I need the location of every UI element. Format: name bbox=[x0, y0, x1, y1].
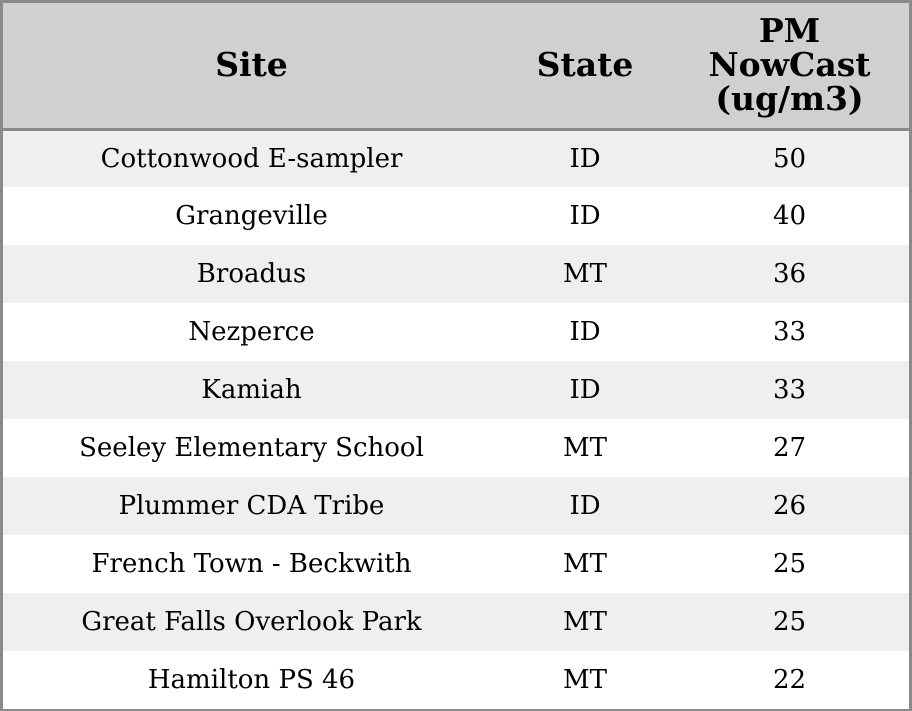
cell-site: Hamilton PS 46 bbox=[147, 665, 356, 695]
header-row bbox=[3, 3, 909, 129]
cell-site: French Town - Beckwith bbox=[91, 549, 412, 579]
cell-pm-nowcast: 36 bbox=[772, 259, 807, 289]
header-pm-nowcast bbox=[670, 3, 909, 129]
cell-pm-nowcast: 22 bbox=[772, 665, 807, 695]
cell-site: Broadus bbox=[196, 259, 307, 289]
header-pm-line: PM bbox=[758, 11, 821, 51]
table-row bbox=[3, 245, 909, 303]
cell-pm-nowcast: 33 bbox=[772, 375, 807, 405]
table-row bbox=[3, 303, 909, 361]
cell-site: Cottonwood E-sampler bbox=[100, 143, 403, 174]
table-row bbox=[3, 535, 909, 593]
cell-site: Great Falls Overlook Park bbox=[81, 607, 422, 637]
cell-state: MT bbox=[563, 259, 607, 289]
cell-pm-nowcast: 27 bbox=[772, 433, 807, 463]
table-body bbox=[3, 129, 909, 709]
cell-state: MT bbox=[563, 433, 607, 463]
table-header bbox=[3, 3, 909, 129]
table-row bbox=[3, 129, 909, 187]
cell-state: MT bbox=[563, 665, 607, 695]
header-state: State bbox=[500, 3, 670, 129]
cell-state: ID bbox=[569, 317, 601, 347]
pm-nowcast-table bbox=[3, 3, 909, 709]
cell-state: MT bbox=[563, 607, 607, 637]
cell-pm-nowcast: 50 bbox=[772, 143, 807, 174]
cell-pm-nowcast: 25 bbox=[772, 607, 807, 637]
cell-state: MT bbox=[563, 549, 607, 579]
cell-site: Nezperce bbox=[188, 317, 315, 347]
cell-site: Seeley Elementary School bbox=[79, 433, 424, 463]
cell-state: ID bbox=[569, 491, 601, 521]
table-row bbox=[3, 361, 909, 419]
cell-site: Kamiah bbox=[201, 375, 302, 405]
cell-site: Plummer CDA Tribe bbox=[118, 491, 385, 521]
table-row bbox=[3, 593, 909, 651]
table-row bbox=[3, 651, 909, 709]
header-site: Site bbox=[3, 3, 500, 129]
table-row bbox=[3, 477, 909, 535]
cell-state: ID bbox=[569, 201, 601, 231]
header-pm-line: NowCast bbox=[708, 45, 871, 85]
cell-pm-nowcast: 40 bbox=[772, 201, 807, 231]
cell-pm-nowcast: 25 bbox=[772, 549, 807, 579]
table-row bbox=[3, 419, 909, 477]
cell-pm-nowcast: 33 bbox=[772, 317, 807, 347]
table-row bbox=[3, 187, 909, 245]
cell-site: Grangeville bbox=[175, 201, 328, 231]
header-pm-line: (ug/m3) bbox=[715, 79, 864, 119]
cell-state: ID bbox=[569, 143, 601, 174]
cell-state: ID bbox=[569, 375, 601, 405]
cell-pm-nowcast: 26 bbox=[772, 491, 807, 521]
